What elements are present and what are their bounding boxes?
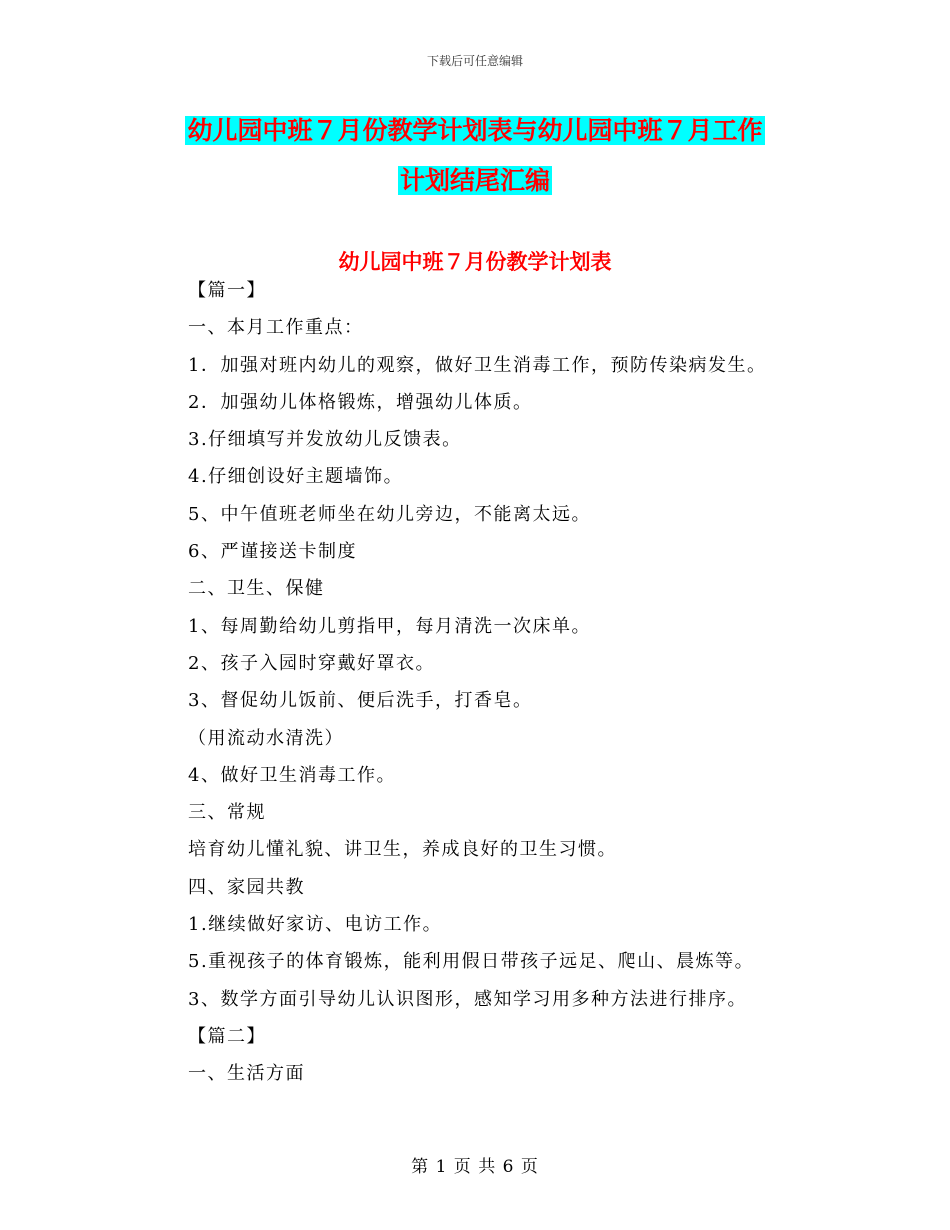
list-item: 3、数学方面引导幼儿认识图形，感知学习用多种方法进行排序。 bbox=[188, 988, 747, 1010]
heading: 一、生活方面 bbox=[188, 1063, 305, 1085]
section-marker: 【篇一】 bbox=[188, 280, 266, 301]
list-item: 1．加强对班内幼儿的观察，做好卫生消毒工作，预防传染病发生。 bbox=[188, 354, 767, 376]
list-item: 2、孩子入园时穿戴好罩衣。 bbox=[188, 652, 435, 674]
heading: 二、卫生、保健 bbox=[188, 578, 325, 600]
heading: 一、本月工作重点： bbox=[188, 317, 364, 339]
list-item: 1、每周勤给幼儿剪指甲，每月清洗一次床单。 bbox=[188, 615, 591, 637]
page-footer: 第 1 页 共 6 页 bbox=[411, 1157, 539, 1177]
list-item: 4.仔细创设好主题墙饰。 bbox=[188, 466, 404, 488]
section-marker: 【篇二】 bbox=[188, 1025, 266, 1047]
list-item-note: （用流动水清洗） bbox=[188, 727, 344, 749]
document-body bbox=[188, 272, 888, 1093]
section-title: 幼儿园中班７月份教学计划表 bbox=[338, 249, 612, 274]
list-item: 5.重视孩子的体育锻炼，能利用假日带孩子远足、爬山、晨炼等。 bbox=[188, 951, 755, 973]
list-item: 1.继续做好家访、电访工作。 bbox=[188, 914, 443, 936]
list-item: 3.仔细填写并发放幼儿反馈表。 bbox=[188, 429, 462, 451]
page-header-note: 下载后可任意编辑 bbox=[426, 54, 523, 68]
list-item: 5、中午值班老师坐在幼儿旁边，不能离太远。 bbox=[188, 503, 591, 525]
list-item: 2．加强幼儿体格锻炼，增强幼儿体质。 bbox=[188, 391, 533, 413]
document-title-line-2: 计划结尾汇编 bbox=[399, 166, 550, 195]
heading: 四、家园共教 bbox=[188, 876, 305, 898]
paragraph: 培育幼儿懂礼貌、讲卫生，养成良好的卫生习惯。 bbox=[188, 839, 617, 861]
list-item: 6、严谨接送卡制度 bbox=[188, 541, 357, 563]
list-item: 4、做好卫生消毒工作。 bbox=[188, 764, 396, 786]
document-title-line-1: 幼儿园中班７月份教学计划表与幼儿园中班７月工作 bbox=[187, 116, 763, 145]
document-title bbox=[0, 106, 950, 206]
list-item: 3、督促幼儿饭前、便后洗手，打香皂。 bbox=[188, 690, 533, 712]
heading: 三、常规 bbox=[188, 802, 266, 824]
